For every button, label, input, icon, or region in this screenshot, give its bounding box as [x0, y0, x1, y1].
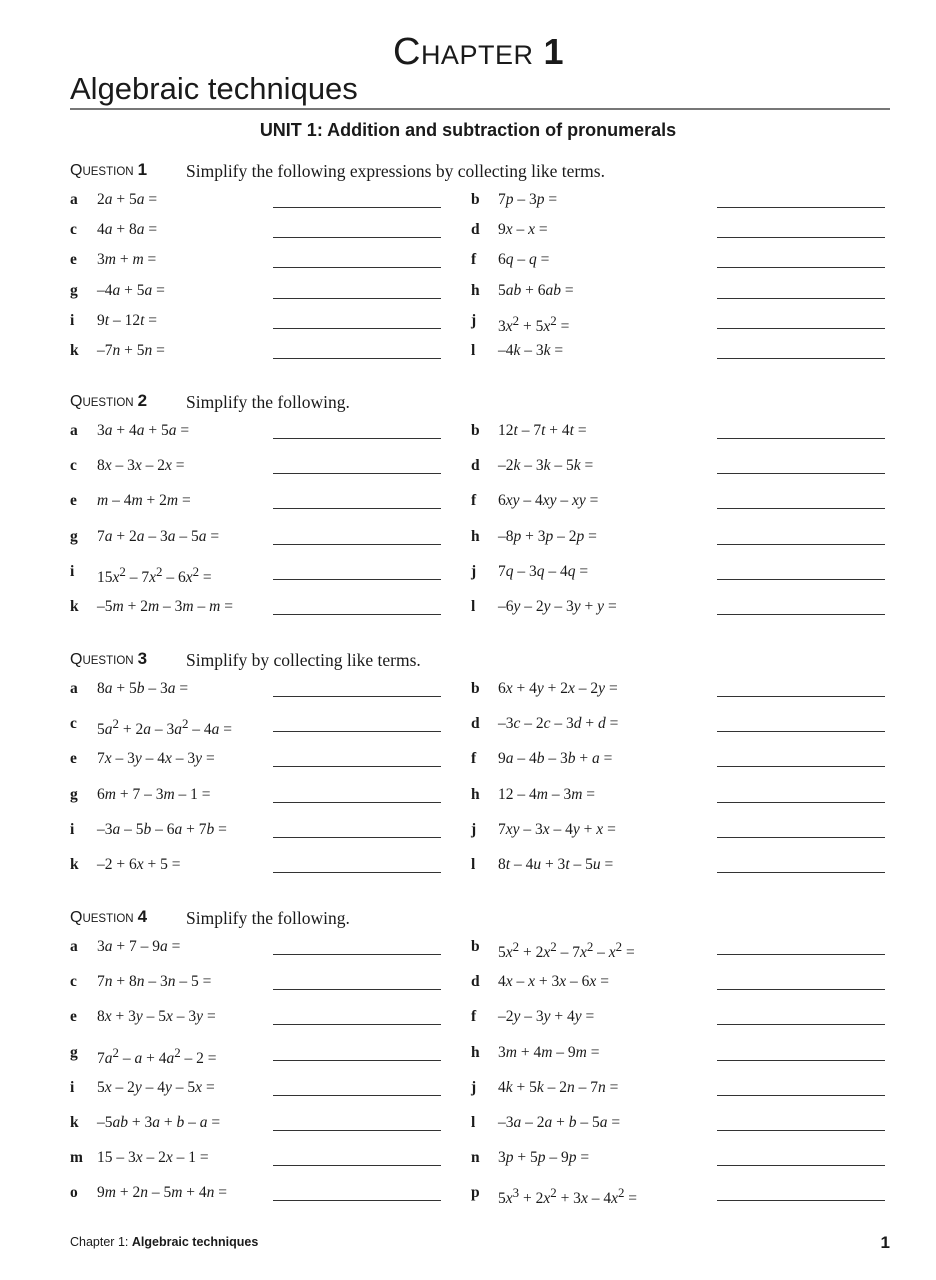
item-letter: f [471, 1008, 477, 1026]
answer-line[interactable] [273, 696, 441, 697]
item-expression: 12t – 7t + 4t = [498, 422, 587, 439]
question-instruction: Simplify the following. [186, 392, 350, 412]
footer-chapter [70, 1235, 258, 1249]
answer-line[interactable] [273, 1024, 441, 1025]
item-expression: 7q – 3q – 4q = [498, 562, 589, 580]
question-number: 3 [137, 649, 148, 668]
item-letter: j [471, 820, 477, 838]
item-letter: d [471, 457, 480, 475]
answer-line[interactable] [273, 473, 441, 474]
item-expression: $5a^2 + 2a - 3a^2 - 4a$ = [97, 716, 233, 739]
item-letter: d [471, 973, 480, 991]
item-letter: f [471, 750, 477, 768]
answer-line[interactable] [717, 696, 885, 697]
item-expression: –6y – 2y – 3y + y = [498, 598, 617, 615]
answer-line[interactable] [717, 1095, 885, 1096]
page-number: 1 [880, 1233, 890, 1252]
question-instruction: Simplify the following. [186, 908, 350, 928]
question-heading [70, 649, 421, 673]
item-expression: 9a – 4b – 3b + a = [498, 750, 613, 768]
item-letter: a [70, 680, 78, 697]
answer-line[interactable] [717, 802, 885, 803]
item-letter: b [471, 938, 480, 955]
item-expression: 4k + 5k – 2n – 7n = [498, 1078, 619, 1096]
question-heading [70, 160, 605, 184]
chapter-heading: CHAPTER 1 [392, 31, 564, 73]
item-expression: –4k – 3k = [498, 342, 564, 359]
question-word: QUESTION [70, 651, 134, 668]
item-letter: l [471, 342, 476, 359]
item-expression: 7xy – 3x – 4y + x = [498, 820, 616, 838]
item-expression: 5x – 2y – 4y – 5x = [97, 1078, 215, 1096]
item-letter: c [70, 973, 77, 991]
answer-line[interactable] [273, 1165, 441, 1166]
answer-line[interactable] [717, 837, 885, 838]
item-letter: e [70, 492, 77, 510]
item-letter: k [70, 598, 79, 615]
question-word: QUESTION [70, 162, 134, 179]
answer-line[interactable] [717, 766, 885, 767]
answer-line[interactable] [273, 1095, 441, 1096]
item-letter: l [471, 1114, 476, 1131]
unit-label: UNIT 1: [259, 120, 323, 140]
answer-line[interactable] [717, 508, 885, 509]
item-expression: $5x^2 + 2x^2 - 7x^2 - x^2$ = [498, 939, 635, 962]
item-letter: i [70, 562, 75, 580]
item-expression: 7p – 3p = [498, 191, 558, 208]
answer-line[interactable] [717, 267, 885, 268]
item-expression: 3m + m = [97, 251, 157, 269]
answer-line[interactable] [273, 237, 441, 238]
item-letter: l [471, 856, 476, 873]
item-letter: l [471, 598, 476, 615]
answer-line[interactable] [717, 358, 885, 359]
answer-line[interactable] [717, 872, 885, 873]
item-letter: d [471, 221, 480, 239]
answer-line[interactable] [717, 731, 885, 732]
item-letter: c [70, 221, 77, 239]
item-letter: n [471, 1149, 480, 1167]
item-letter: h [471, 785, 480, 803]
question-heading [70, 391, 350, 415]
item-expression: 8t – 4u + 3t – 5u = [498, 856, 614, 873]
item-expression: 7a + 2a – 3a – 5a = [97, 527, 220, 545]
item-expression: 6m + 7 – 3m – 1 = [97, 785, 211, 803]
item-expression: –7n + 5n = [97, 342, 165, 359]
item-expression: 15 – 3x – 2x – 1 = [97, 1149, 209, 1167]
item-expression: 4x – x + 3x – 6x = [498, 973, 609, 991]
item-letter: a [70, 191, 78, 208]
answer-line[interactable] [273, 267, 441, 268]
unit-title: Addition and subtraction of pronumerals [327, 120, 677, 140]
item-letter: c [70, 715, 77, 733]
item-letter: h [471, 1043, 480, 1061]
item-letter: k [70, 1114, 79, 1131]
item-letter: a [70, 422, 78, 439]
question-number: 2 [137, 391, 148, 410]
footer-title: Algebraic techniques [131, 1235, 259, 1249]
answer-line[interactable] [717, 1024, 885, 1025]
item-expression: 6x + 4y + 2x – 2y = [498, 680, 618, 697]
item-letter: i [70, 311, 75, 329]
item-expression: 3a + 7 – 9a = [97, 938, 181, 955]
item-expression: 6q – q = [498, 251, 550, 269]
item-expression: –5m + 2m – 3m – m = [97, 598, 233, 615]
item-letter: b [471, 680, 480, 697]
item-expression: $15x^2 - 7x^2 - 6x^2$ = [97, 563, 212, 586]
chapter-title: Algebraic techniques [70, 71, 358, 106]
item-letter: g [70, 281, 78, 299]
answer-line[interactable] [273, 358, 441, 359]
item-expression: 8a + 5b – 3a = [97, 680, 189, 697]
item-expression: 7x – 3y – 4x – 3y = [97, 750, 215, 768]
item-letter: h [471, 527, 480, 545]
item-letter: j [471, 1078, 477, 1096]
answer-line[interactable] [273, 954, 441, 955]
question-heading [70, 907, 350, 931]
answer-line[interactable] [273, 1060, 441, 1061]
item-letter: o [70, 1184, 78, 1202]
answer-line[interactable] [717, 438, 885, 439]
item-expression: 9x – x = [498, 221, 548, 239]
answer-line[interactable] [717, 237, 885, 238]
item-expression: –3c – 2c – 3d + d = [498, 715, 619, 733]
answer-line[interactable] [273, 579, 441, 580]
answer-line[interactable] [273, 298, 441, 299]
item-letter: c [70, 457, 77, 475]
item-letter: g [70, 527, 78, 545]
item-expression: 5ab + 6ab = [498, 281, 574, 299]
answer-line[interactable] [717, 1130, 885, 1131]
question-number: 1 [137, 160, 148, 179]
answer-line[interactable] [273, 872, 441, 873]
item-expression: $3x^2 + 5x^2$ = [498, 312, 570, 335]
item-letter: d [471, 715, 480, 733]
item-letter: g [70, 1043, 78, 1061]
answer-line[interactable] [717, 328, 885, 329]
question-word: QUESTION [70, 909, 134, 926]
item-letter: e [70, 750, 77, 768]
answer-line[interactable] [717, 1200, 885, 1201]
answer-line[interactable] [717, 579, 885, 580]
item-letter: f [471, 492, 477, 510]
item-expression: –2y – 3y + 4y = [498, 1008, 595, 1026]
item-letter: j [471, 311, 477, 329]
item-expression: 8x – 3x – 2x = [97, 457, 185, 475]
answer-line[interactable] [717, 954, 885, 955]
item-letter: b [471, 422, 480, 439]
item-letter: e [70, 1008, 77, 1026]
item-expression: 6xy – 4xy – xy = [498, 492, 599, 510]
item-letter: b [471, 191, 480, 208]
item-letter: i [70, 820, 75, 838]
item-expression: $7a^2 - a + 4a^2 - 2$ = [97, 1044, 217, 1067]
item-expression: 2a + 5a = [97, 191, 158, 208]
item-letter: e [70, 251, 77, 269]
answer-line[interactable] [717, 473, 885, 474]
item-expression: 9m + 2n – 5m + 4n = [97, 1184, 228, 1202]
item-expression: 4a + 8a = [97, 221, 158, 239]
item-letter: k [70, 856, 79, 873]
chapter-word: HAPTER [420, 40, 534, 70]
item-letter: f [471, 251, 477, 269]
item-expression: 9t – 12t = [97, 311, 157, 329]
item-expression: 3m + 4m – 9m = [498, 1043, 600, 1061]
item-expression: –2k – 3k – 5k = [498, 457, 594, 475]
question-instruction: Simplify by collecting like terms. [186, 650, 421, 670]
item-expression: –8p + 3p – 2p = [498, 527, 597, 545]
answer-line[interactable] [717, 614, 885, 615]
answer-line[interactable] [273, 1200, 441, 1201]
answer-line[interactable] [273, 731, 441, 732]
answer-line[interactable] [273, 766, 441, 767]
item-expression: –3a – 2a + b – 5a = [498, 1114, 621, 1131]
item-letter: i [70, 1078, 75, 1096]
answer-line[interactable] [717, 1165, 885, 1166]
item-expression: 3p + 5p – 9p = [498, 1149, 590, 1167]
answer-line[interactable] [273, 328, 441, 329]
item-letter: h [471, 281, 480, 299]
footer-prefix: Chapter 1: [70, 1235, 129, 1249]
item-expression: m – 4m + 2m = [97, 492, 191, 510]
unit-heading [0, 117, 936, 143]
answer-line[interactable] [273, 989, 441, 990]
answer-line[interactable] [273, 802, 441, 803]
answer-line[interactable] [273, 438, 441, 439]
item-letter: m [70, 1149, 83, 1167]
item-expression: –4a + 5a = [97, 281, 165, 299]
item-expression: 7n + 8n – 3n – 5 = [97, 973, 212, 991]
answer-line[interactable] [717, 207, 885, 208]
answer-line[interactable] [717, 298, 885, 299]
item-expression: –5ab + 3a + b – a = [97, 1114, 221, 1131]
item-expression: –3a – 5b – 6a + 7b = [97, 820, 227, 838]
answer-line[interactable] [273, 1130, 441, 1131]
item-expression: –2 + 6x + 5 = [97, 856, 181, 873]
answer-line[interactable] [717, 989, 885, 990]
answer-line[interactable] [273, 614, 441, 615]
item-expression: 3a + 4a + 5a = [97, 422, 190, 439]
item-letter: g [70, 785, 78, 803]
question-word: QUESTION [70, 393, 134, 410]
chapter-number: 1 [543, 31, 564, 72]
item-expression: 12 – 4m – 3m = [498, 785, 596, 803]
answer-line[interactable] [717, 1060, 885, 1061]
item-letter: p [471, 1184, 480, 1202]
title-rule [70, 108, 890, 110]
answer-line[interactable] [273, 207, 441, 208]
item-letter: a [70, 938, 78, 955]
answer-line[interactable] [273, 508, 441, 509]
answer-line[interactable] [273, 837, 441, 838]
answer-line[interactable] [273, 544, 441, 545]
item-letter: j [471, 562, 477, 580]
item-expression: 8x + 3y – 5x – 3y = [97, 1008, 216, 1026]
answer-line[interactable] [717, 544, 885, 545]
question-number: 4 [137, 907, 148, 926]
item-expression: $5x^3 + 2x^2 + 3x - 4x^2$ = [498, 1185, 638, 1208]
item-letter: k [70, 342, 79, 359]
question-instruction: Simplify the following expressions by collecting like terms. [186, 161, 605, 181]
